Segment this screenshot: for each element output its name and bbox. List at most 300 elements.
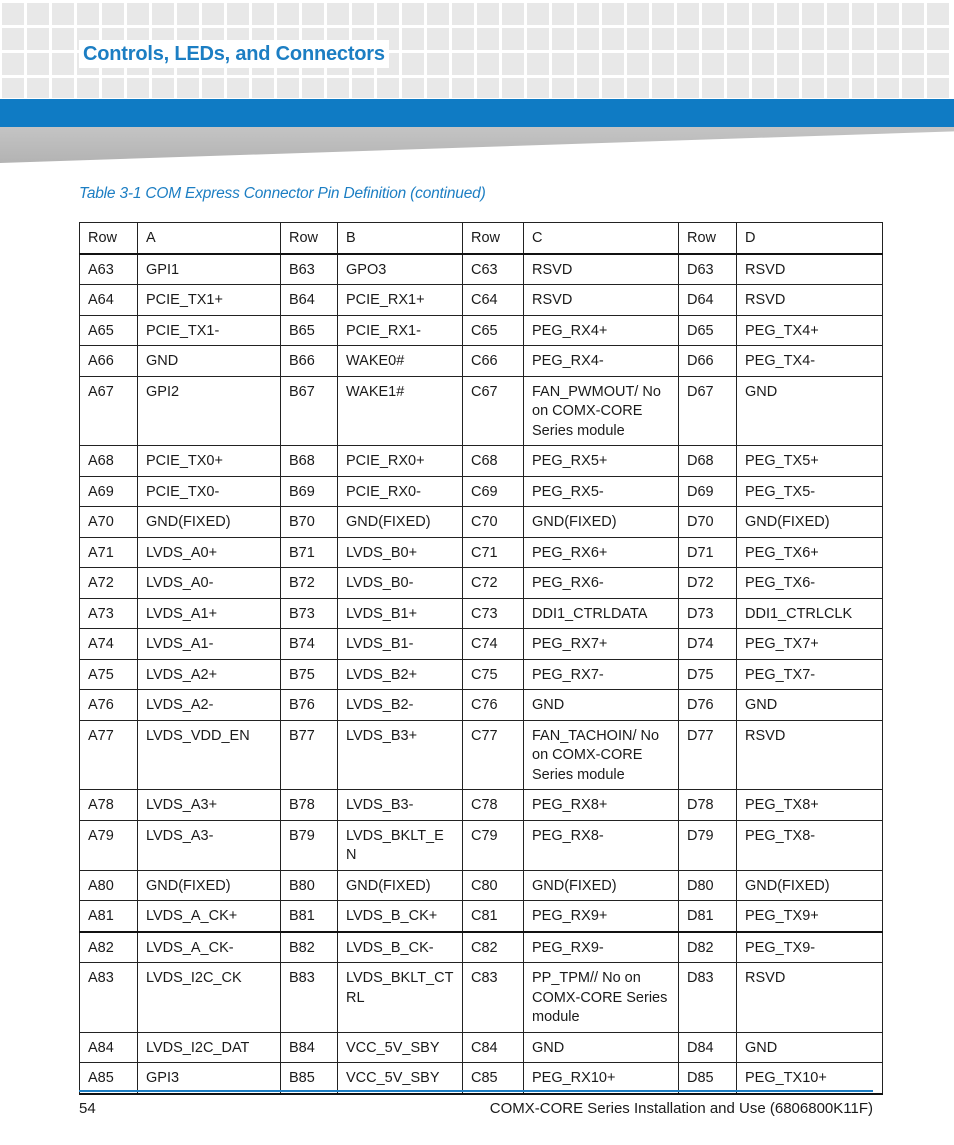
header-tile bbox=[77, 3, 99, 25]
pin-row-cell: B81 bbox=[281, 901, 338, 932]
signal-name-cell: PCIE_RX0+ bbox=[338, 446, 463, 477]
column-header: A bbox=[138, 223, 281, 254]
pin-row-cell: B69 bbox=[281, 476, 338, 507]
header-tile bbox=[102, 78, 124, 98]
pin-row-cell: B84 bbox=[281, 1032, 338, 1063]
signal-name-cell: GND(FIXED) bbox=[338, 870, 463, 901]
pin-row-cell: D82 bbox=[679, 932, 737, 963]
header-tile bbox=[202, 78, 224, 98]
signal-name-cell: GPI3 bbox=[138, 1063, 281, 1094]
signal-name-cell: RSVD bbox=[737, 285, 883, 316]
signal-name-cell: WAKE1# bbox=[338, 376, 463, 446]
signal-name-cell: PCIE_TX1- bbox=[138, 315, 281, 346]
pin-row-cell: B83 bbox=[281, 963, 338, 1033]
header-tile bbox=[927, 3, 949, 25]
pin-row-cell: C65 bbox=[463, 315, 524, 346]
table-row bbox=[80, 790, 883, 821]
header-tile bbox=[902, 78, 924, 98]
pin-row-cell: B67 bbox=[281, 376, 338, 446]
header-tile bbox=[702, 53, 724, 75]
header-tile bbox=[402, 53, 424, 75]
signal-name-cell: PEG_TX9- bbox=[737, 932, 883, 963]
header-tile bbox=[402, 3, 424, 25]
header-tile bbox=[877, 3, 899, 25]
footer-rule bbox=[79, 1090, 873, 1092]
pin-row-cell: C77 bbox=[463, 720, 524, 790]
pin-row-cell: B64 bbox=[281, 285, 338, 316]
pin-row-cell: C67 bbox=[463, 376, 524, 446]
pin-row-cell: A64 bbox=[80, 285, 138, 316]
table-row bbox=[80, 720, 883, 790]
signal-name-cell: PEG_RX6- bbox=[524, 568, 679, 599]
header-grey-wedge bbox=[0, 127, 954, 163]
header-tile bbox=[852, 53, 874, 75]
header-tile bbox=[427, 78, 449, 98]
header-tile bbox=[352, 78, 374, 98]
signal-name-cell: PEG_TX4+ bbox=[737, 315, 883, 346]
table-row bbox=[80, 1063, 883, 1094]
signal-name-cell: LVDS_B_CK+ bbox=[338, 901, 463, 932]
table-row bbox=[80, 537, 883, 568]
signal-name-cell: PCIE_RX0- bbox=[338, 476, 463, 507]
header-tile bbox=[52, 28, 74, 50]
pin-row-cell: B77 bbox=[281, 720, 338, 790]
header-tile bbox=[627, 3, 649, 25]
table-caption: Table 3-1 COM Express Connector Pin Definition (continued) bbox=[79, 185, 486, 202]
header-tile bbox=[727, 3, 749, 25]
header-tile bbox=[552, 78, 574, 98]
pin-row-cell: B85 bbox=[281, 1063, 338, 1094]
header-tile bbox=[177, 3, 199, 25]
signal-name-cell: LVDS_A0+ bbox=[138, 537, 281, 568]
signal-name-cell: LVDS_B_CK- bbox=[338, 932, 463, 963]
header-tile bbox=[702, 28, 724, 50]
header-tile bbox=[727, 78, 749, 98]
pin-row-cell: C68 bbox=[463, 446, 524, 477]
pin-definition-table bbox=[79, 222, 883, 1095]
header-tile bbox=[277, 3, 299, 25]
header-tile bbox=[2, 28, 24, 50]
pin-row-cell: B65 bbox=[281, 315, 338, 346]
header-tile bbox=[77, 78, 99, 98]
signal-name-cell: LVDS_B0- bbox=[338, 568, 463, 599]
pin-row-cell: B80 bbox=[281, 870, 338, 901]
pin-row-cell: D65 bbox=[679, 315, 737, 346]
signal-name-cell: LVDS_BKLT_CTRL bbox=[338, 963, 463, 1033]
table-row bbox=[80, 346, 883, 377]
header-tile bbox=[27, 53, 49, 75]
signal-name-cell: GPI1 bbox=[138, 254, 281, 285]
header-tile bbox=[802, 3, 824, 25]
table-row bbox=[80, 376, 883, 446]
header-tile bbox=[577, 78, 599, 98]
header-tile bbox=[677, 3, 699, 25]
signal-name-cell: LVDS_A3- bbox=[138, 820, 281, 870]
table-row bbox=[80, 963, 883, 1033]
pin-row-cell: C83 bbox=[463, 963, 524, 1033]
signal-name-cell: LVDS_B1- bbox=[338, 629, 463, 660]
header-tile bbox=[402, 28, 424, 50]
pin-row-cell: C75 bbox=[463, 659, 524, 690]
signal-name-cell: PEG_RX8+ bbox=[524, 790, 679, 821]
header-tile bbox=[927, 28, 949, 50]
header-tile bbox=[227, 3, 249, 25]
pin-row-cell: C64 bbox=[463, 285, 524, 316]
pin-row-cell: D67 bbox=[679, 376, 737, 446]
signal-name-cell: GND(FIXED) bbox=[737, 507, 883, 538]
pin-row-cell: A79 bbox=[80, 820, 138, 870]
document-title: COMX-CORE Series Installation and Use (6806800K11F) bbox=[489, 1100, 873, 1117]
pin-row-cell: D73 bbox=[679, 598, 737, 629]
pin-row-cell: C74 bbox=[463, 629, 524, 660]
table-row bbox=[80, 659, 883, 690]
signal-name-cell: GND(FIXED) bbox=[737, 870, 883, 901]
header-tile bbox=[802, 78, 824, 98]
signal-name-cell: PEG_RX6+ bbox=[524, 537, 679, 568]
header-tile bbox=[802, 53, 824, 75]
signal-name-cell: PEG_TX7+ bbox=[737, 629, 883, 660]
signal-name-cell: GND bbox=[737, 376, 883, 446]
pin-row-cell: B66 bbox=[281, 346, 338, 377]
signal-name-cell: LVDS_B0+ bbox=[338, 537, 463, 568]
pin-row-cell: A83 bbox=[80, 963, 138, 1033]
pin-row-cell: A68 bbox=[80, 446, 138, 477]
column-header: B bbox=[338, 223, 463, 254]
pin-row-cell: C70 bbox=[463, 507, 524, 538]
signal-name-cell: GND bbox=[138, 346, 281, 377]
pin-row-cell: C79 bbox=[463, 820, 524, 870]
header-tile bbox=[452, 53, 474, 75]
pin-row-cell: D80 bbox=[679, 870, 737, 901]
header-tile bbox=[627, 53, 649, 75]
signal-name-cell: PEG_TX8- bbox=[737, 820, 883, 870]
pin-row-cell: A65 bbox=[80, 315, 138, 346]
header-tile bbox=[652, 3, 674, 25]
signal-name-cell: PCIE_RX1+ bbox=[338, 285, 463, 316]
signal-name-cell: DDI1_CTRLDATA bbox=[524, 598, 679, 629]
table-row bbox=[80, 446, 883, 477]
pin-row-cell: C80 bbox=[463, 870, 524, 901]
header-tile bbox=[777, 3, 799, 25]
header-tile bbox=[502, 28, 524, 50]
signal-name-cell: GND bbox=[737, 690, 883, 721]
signal-name-cell: RSVD bbox=[524, 285, 679, 316]
signal-name-cell: DDI1_CTRLCLK bbox=[737, 598, 883, 629]
header-tile bbox=[202, 3, 224, 25]
header-tile bbox=[827, 78, 849, 98]
page-number: 54 bbox=[79, 1100, 96, 1117]
header-tile bbox=[652, 53, 674, 75]
header-tile bbox=[477, 53, 499, 75]
table-row bbox=[80, 870, 883, 901]
signal-name-cell: LVDS_B2- bbox=[338, 690, 463, 721]
header-tile bbox=[152, 3, 174, 25]
header-tile bbox=[552, 53, 574, 75]
signal-name-cell: GND(FIXED) bbox=[524, 507, 679, 538]
pin-row-cell: D63 bbox=[679, 254, 737, 285]
signal-name-cell: LVDS_B2+ bbox=[338, 659, 463, 690]
signal-name-cell: PCIE_TX0- bbox=[138, 476, 281, 507]
signal-name-cell: RSVD bbox=[524, 254, 679, 285]
header-tile bbox=[2, 3, 24, 25]
signal-name-cell: PEG_TX4- bbox=[737, 346, 883, 377]
pin-row-cell: C85 bbox=[463, 1063, 524, 1094]
header-tile bbox=[177, 78, 199, 98]
header-tile bbox=[52, 78, 74, 98]
header-tile bbox=[527, 28, 549, 50]
table-row bbox=[80, 932, 883, 963]
signal-name-cell: LVDS_B1+ bbox=[338, 598, 463, 629]
signal-name-cell: LVDS_A2- bbox=[138, 690, 281, 721]
header-tile bbox=[827, 28, 849, 50]
pin-row-cell: A82 bbox=[80, 932, 138, 963]
header-tile bbox=[577, 3, 599, 25]
signal-name-cell: PEG_RX7- bbox=[524, 659, 679, 690]
pin-row-cell: A67 bbox=[80, 376, 138, 446]
signal-name-cell: PEG_TX7- bbox=[737, 659, 883, 690]
header-tile bbox=[277, 78, 299, 98]
pin-row-cell: A81 bbox=[80, 901, 138, 932]
header-tile bbox=[27, 3, 49, 25]
signal-name-cell: PEG_TX9+ bbox=[737, 901, 883, 932]
signal-name-cell: LVDS_VDD_EN bbox=[138, 720, 281, 790]
pin-row-cell: C66 bbox=[463, 346, 524, 377]
pin-row-cell: A75 bbox=[80, 659, 138, 690]
pin-row-cell: A80 bbox=[80, 870, 138, 901]
table-row bbox=[80, 629, 883, 660]
column-header: Row bbox=[463, 223, 524, 254]
pin-row-cell: A69 bbox=[80, 476, 138, 507]
pin-row-cell: D66 bbox=[679, 346, 737, 377]
header-tile bbox=[552, 28, 574, 50]
pin-row-cell: D74 bbox=[679, 629, 737, 660]
signal-name-cell: LVDS_I2C_CK bbox=[138, 963, 281, 1033]
table-header-row bbox=[80, 223, 883, 254]
header-tile bbox=[527, 3, 549, 25]
header-tile bbox=[27, 78, 49, 98]
pin-row-cell: D81 bbox=[679, 901, 737, 932]
header-tile bbox=[877, 28, 899, 50]
signal-name-cell: PEG_TX6- bbox=[737, 568, 883, 599]
header-tile bbox=[852, 28, 874, 50]
pin-row-cell: C81 bbox=[463, 901, 524, 932]
signal-name-cell: VCC_5V_SBY bbox=[338, 1032, 463, 1063]
pin-row-cell: D75 bbox=[679, 659, 737, 690]
pin-row-cell: B72 bbox=[281, 568, 338, 599]
pin-row-cell: B82 bbox=[281, 932, 338, 963]
pin-row-cell: A74 bbox=[80, 629, 138, 660]
header-tile bbox=[227, 78, 249, 98]
header-tile bbox=[527, 78, 549, 98]
signal-name-cell: GND(FIXED) bbox=[338, 507, 463, 538]
pin-row-cell: D79 bbox=[679, 820, 737, 870]
pin-row-cell: A63 bbox=[80, 254, 138, 285]
header-tile bbox=[927, 53, 949, 75]
header-tile bbox=[377, 78, 399, 98]
pin-row-cell: D71 bbox=[679, 537, 737, 568]
signal-name-cell: PEG_RX4+ bbox=[524, 315, 679, 346]
header-tile bbox=[927, 78, 949, 98]
header-tile bbox=[827, 3, 849, 25]
signal-name-cell: LVDS_A1- bbox=[138, 629, 281, 660]
header-tile bbox=[302, 3, 324, 25]
table-row bbox=[80, 598, 883, 629]
header-tile bbox=[902, 3, 924, 25]
header-tile bbox=[127, 3, 149, 25]
table-row bbox=[80, 507, 883, 538]
pin-row-cell: D72 bbox=[679, 568, 737, 599]
table-row bbox=[80, 820, 883, 870]
header-tile bbox=[327, 3, 349, 25]
header-tile bbox=[577, 53, 599, 75]
signal-name-cell: LVDS_A1+ bbox=[138, 598, 281, 629]
header-tile bbox=[602, 3, 624, 25]
pin-row-cell: D83 bbox=[679, 963, 737, 1033]
header-tile bbox=[452, 3, 474, 25]
signal-name-cell: FAN_TACHOIN/ No on COMX-CORE Series module bbox=[524, 720, 679, 790]
header-tile bbox=[877, 78, 899, 98]
header-tile bbox=[127, 78, 149, 98]
header-tile bbox=[52, 53, 74, 75]
header-tile bbox=[602, 78, 624, 98]
header-tile bbox=[777, 53, 799, 75]
signal-name-cell: LVDS_A_CK+ bbox=[138, 901, 281, 932]
header-tile bbox=[452, 78, 474, 98]
header-tile bbox=[427, 3, 449, 25]
signal-name-cell: PEG_TX5+ bbox=[737, 446, 883, 477]
header-tile bbox=[252, 78, 274, 98]
header-blue-band bbox=[0, 99, 954, 127]
header-tile bbox=[902, 28, 924, 50]
column-header: Row bbox=[281, 223, 338, 254]
column-header: Row bbox=[679, 223, 737, 254]
pin-row-cell: B71 bbox=[281, 537, 338, 568]
pin-row-cell: D77 bbox=[679, 720, 737, 790]
table-row bbox=[80, 901, 883, 932]
header-tile bbox=[702, 78, 724, 98]
signal-name-cell: PEG_TX10+ bbox=[737, 1063, 883, 1094]
pin-row-cell: B76 bbox=[281, 690, 338, 721]
pin-row-cell: D69 bbox=[679, 476, 737, 507]
header-tile bbox=[902, 53, 924, 75]
signal-name-cell: LVDS_A3+ bbox=[138, 790, 281, 821]
pin-row-cell: D70 bbox=[679, 507, 737, 538]
signal-name-cell: GND bbox=[737, 1032, 883, 1063]
header-tile bbox=[702, 3, 724, 25]
header-tile bbox=[727, 53, 749, 75]
header-tile bbox=[477, 28, 499, 50]
pin-row-cell: D64 bbox=[679, 285, 737, 316]
header-tile bbox=[302, 78, 324, 98]
pin-row-cell: A70 bbox=[80, 507, 138, 538]
signal-name-cell: PEG_RX5- bbox=[524, 476, 679, 507]
signal-name-cell: LVDS_BKLT_EN bbox=[338, 820, 463, 870]
header-tile bbox=[502, 3, 524, 25]
header-tile bbox=[852, 78, 874, 98]
signal-name-cell: RSVD bbox=[737, 720, 883, 790]
pin-row-cell: B75 bbox=[281, 659, 338, 690]
table-row bbox=[80, 1032, 883, 1063]
header-tile bbox=[252, 3, 274, 25]
header-tile bbox=[427, 28, 449, 50]
pin-row-cell: B78 bbox=[281, 790, 338, 821]
signal-name-cell: LVDS_B3- bbox=[338, 790, 463, 821]
header-tile bbox=[2, 78, 24, 98]
column-header: Row bbox=[80, 223, 138, 254]
signal-name-cell: GPI2 bbox=[138, 376, 281, 446]
table-row bbox=[80, 254, 883, 285]
header-tile bbox=[27, 28, 49, 50]
header-tile bbox=[752, 3, 774, 25]
header-tile bbox=[427, 53, 449, 75]
signal-name-cell: LVDS_A0- bbox=[138, 568, 281, 599]
signal-name-cell: LVDS_A2+ bbox=[138, 659, 281, 690]
header-tile bbox=[552, 3, 574, 25]
pin-row-cell: D68 bbox=[679, 446, 737, 477]
header-tile bbox=[152, 78, 174, 98]
header-tile bbox=[827, 53, 849, 75]
pin-row-cell: B63 bbox=[281, 254, 338, 285]
signal-name-cell: GND(FIXED) bbox=[138, 870, 281, 901]
signal-name-cell: RSVD bbox=[737, 963, 883, 1033]
signal-name-cell: LVDS_I2C_DAT bbox=[138, 1032, 281, 1063]
signal-name-cell: WAKE0# bbox=[338, 346, 463, 377]
pin-row-cell: C82 bbox=[463, 932, 524, 963]
pin-row-cell: A72 bbox=[80, 568, 138, 599]
pin-row-cell: C71 bbox=[463, 537, 524, 568]
header-tile bbox=[477, 3, 499, 25]
signal-name-cell: PEG_RX9+ bbox=[524, 901, 679, 932]
pin-row-cell: A84 bbox=[80, 1032, 138, 1063]
header-tile bbox=[677, 53, 699, 75]
signal-name-cell: GND bbox=[524, 1032, 679, 1063]
pin-row-cell: B68 bbox=[281, 446, 338, 477]
pin-row-cell: C73 bbox=[463, 598, 524, 629]
pin-row-cell: A66 bbox=[80, 346, 138, 377]
header-tile bbox=[777, 28, 799, 50]
header-tile bbox=[777, 78, 799, 98]
signal-name-cell: PEG_TX5- bbox=[737, 476, 883, 507]
header-tile bbox=[627, 28, 649, 50]
table-row bbox=[80, 315, 883, 346]
signal-name-cell: PEG_RX10+ bbox=[524, 1063, 679, 1094]
signal-name-cell: PCIE_RX1- bbox=[338, 315, 463, 346]
signal-name-cell: PEG_RX5+ bbox=[524, 446, 679, 477]
header-tile bbox=[677, 28, 699, 50]
pin-row-cell: A77 bbox=[80, 720, 138, 790]
header-tile bbox=[652, 28, 674, 50]
header-tile bbox=[102, 3, 124, 25]
pin-row-cell: B70 bbox=[281, 507, 338, 538]
chapter-title: Controls, LEDs, and Connectors bbox=[79, 40, 389, 68]
header-tile bbox=[577, 28, 599, 50]
header-tile bbox=[602, 28, 624, 50]
pin-row-cell: C84 bbox=[463, 1032, 524, 1063]
signal-name-cell: PEG_TX8+ bbox=[737, 790, 883, 821]
header-tile bbox=[52, 3, 74, 25]
signal-name-cell: FAN_PWMOUT/ No on COMX-CORE Series module bbox=[524, 376, 679, 446]
header-tile bbox=[852, 3, 874, 25]
header-tile bbox=[502, 78, 524, 98]
pin-row-cell: B74 bbox=[281, 629, 338, 660]
pin-row-cell: D76 bbox=[679, 690, 737, 721]
signal-name-cell: GND(FIXED) bbox=[138, 507, 281, 538]
pin-row-cell: D84 bbox=[679, 1032, 737, 1063]
signal-name-cell: PEG_RX7+ bbox=[524, 629, 679, 660]
header-tile bbox=[877, 53, 899, 75]
header-tile bbox=[677, 78, 699, 98]
pin-row-cell: C69 bbox=[463, 476, 524, 507]
